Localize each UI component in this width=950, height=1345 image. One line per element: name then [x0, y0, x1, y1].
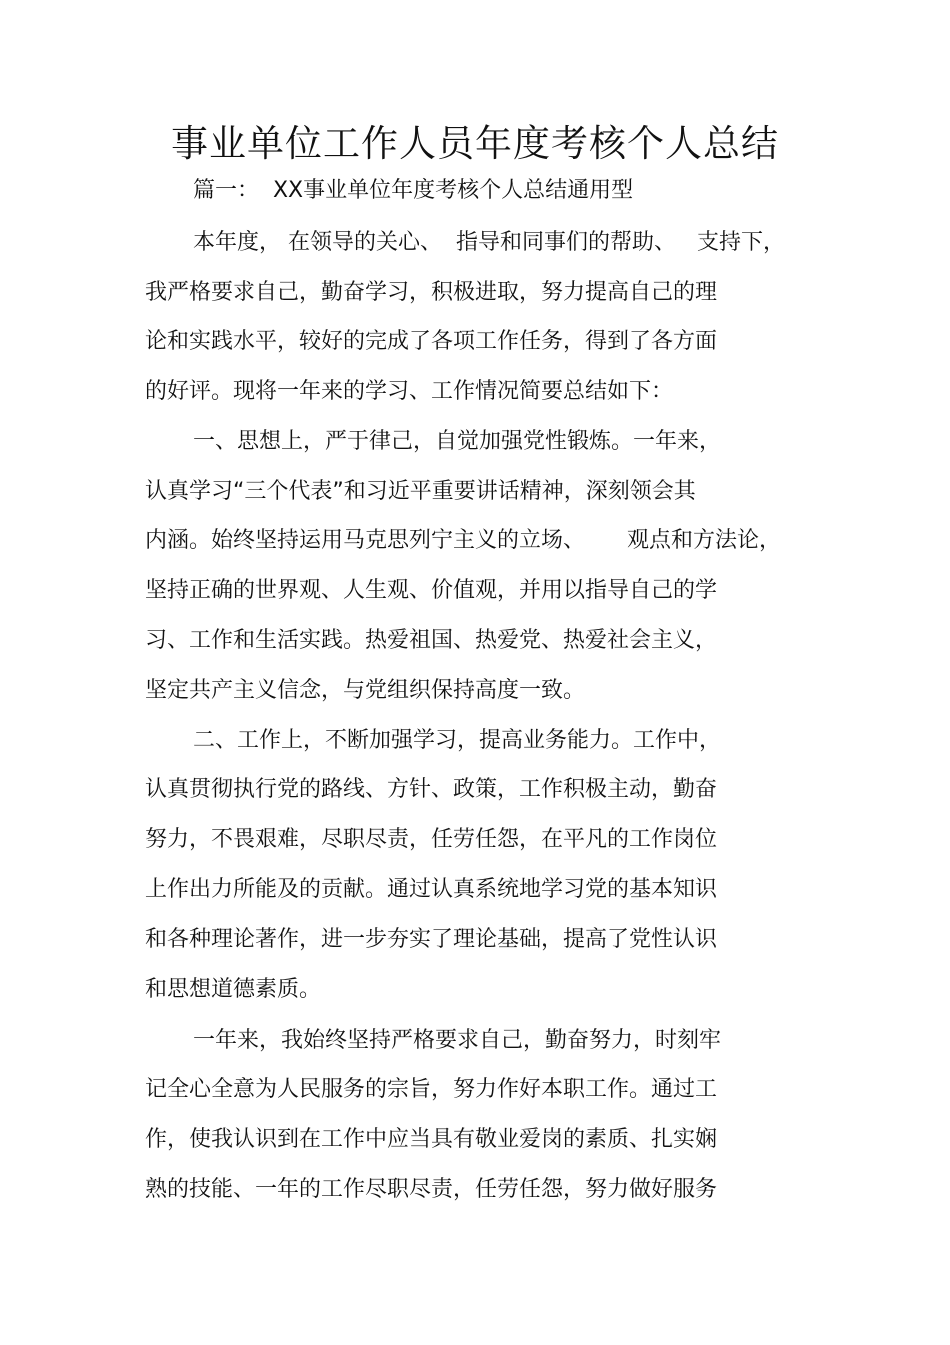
paragraph-line: 记全心全意为人民服务的宗旨，努力作好本职工作。通过工 — [145, 1077, 718, 1102]
paragraph-line: 上作出力所能及的贡献。通过认真系统地学习党的基本知识 — [145, 877, 718, 902]
paragraph-line: 和各种理论著作，进一步夯实了理论基础，提高了党性认识 — [145, 927, 718, 952]
paragraph-line: 一年来，我始终坚持严格要求自己，勤奋努力，时刻牢 — [193, 1028, 722, 1053]
paragraph-line: 内涵。始终坚持运用马克思列宁主义的立场、 观点和方法论， — [145, 528, 781, 553]
paragraph-line: 二、工作上，不断加强学习，提高业务能力。工作中， — [193, 728, 722, 753]
paragraph-line: 作，使我认识到在工作中应当具有敬业爱岗的素质、扎实娴 — [145, 1127, 718, 1152]
paragraph-line: 一、思想上，严于律己，自觉加强党性锻炼。一年来， — [193, 429, 722, 454]
paragraph-line: 本年度， 在领导的关心、 指导和同事们的帮助、 支持下， — [193, 230, 785, 255]
document-title: 事业单位工作人员年度考核个人总结 — [171, 122, 779, 165]
paragraph-line: 习、工作和生活实践。热爱祖国、热爱党、热爱社会主义， — [145, 628, 718, 653]
paragraph-line: 熟的技能、一年的工作尽职尽责，任劳任怨，努力做好服务 — [145, 1177, 718, 1202]
paragraph-line: 认真学习“三个代表”和习近平重要讲话精神，深刻领会其 — [145, 479, 696, 504]
paragraph-line: 的好评。现将一年来的学习、工作情况简要总结如下： — [145, 379, 674, 404]
paragraph-line: 坚定共产主义信念，与党组织保持高度一致。 — [145, 678, 586, 703]
paragraph-line: 努力，不畏艰难，尽职尽责，任劳任怨，在平凡的工作岗位 — [145, 827, 718, 852]
paragraph-line: 我严格要求自己，勤奋学习，积极进取，努力提高自己的理 — [145, 280, 718, 305]
document-subtitle: 篇一： XX事业单位年度考核个人总结通用型 — [193, 178, 634, 203]
paragraph-line: 和思想道德素质。 — [145, 977, 322, 1002]
paragraph-line: 认真贯彻执行党的路线、方针、政策，工作积极主动，勤奋 — [145, 777, 718, 802]
paragraph-line: 坚持正确的世界观、人生观、价值观，并用以指导自己的学 — [145, 578, 718, 603]
paragraph-line: 论和实践水平，较好的完成了各项工作任务，得到了各方面 — [145, 329, 718, 354]
